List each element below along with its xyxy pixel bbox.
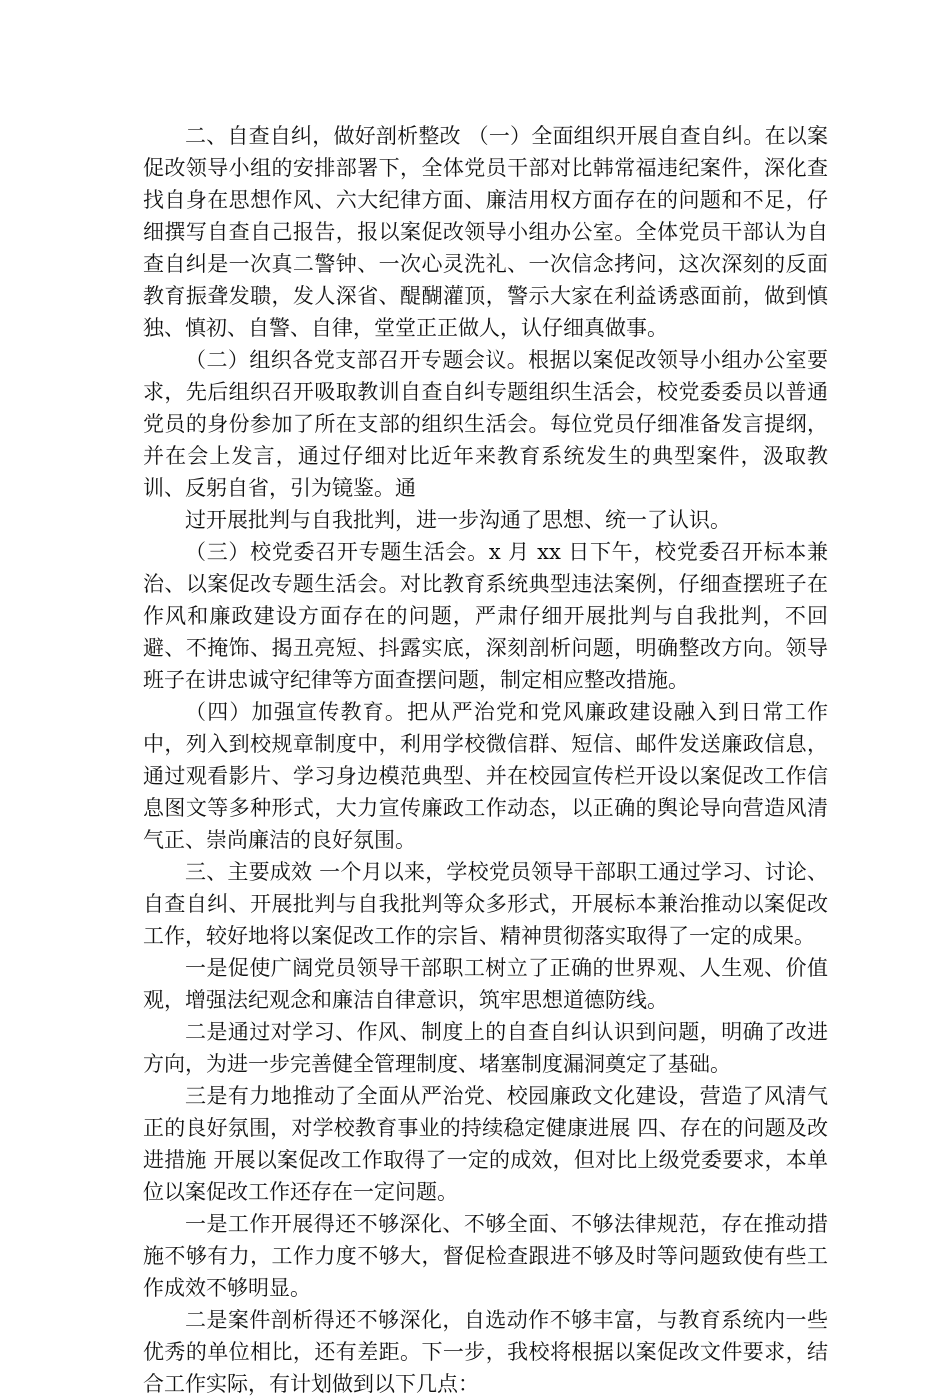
paragraph-publicity: （四）加强宣传教育。把从严治党和党风廉政建设融入到日常工作中，列入到校规章制度中，利用学校微信群、短信、邮件发送廉政信息，通过观看影片、学习身边模范典型、并在校园宣传栏开设以案促改工作信息图文等多种形式，大力宣传廉政工作动态，以正确的舆论导向营造风清气正、崇尚廉洁的良好氛围。 (143, 700, 828, 852)
paragraph-problem-two: 二是案件剖析得还不够深化，自选动作不够丰富，与教育系统内一些优秀的单位相比，还有差距。下一步，我校将根据以案促改文件要求，结合工作实际，有计划做到以下几点： (143, 1308, 828, 1396)
paragraph-committee-meeting: （三）校党委召开专题生活会。x 月 xx 日下午，校党委召开标本兼治、以案促改专题生活会。对比教育系统典型违法案例，仔细查摆班子在作风和廉政建设方面存在的问题，严肃仔细开展批判与自我批判，不回避、不掩饰、揭丑亮短、抖露实底，深刻剖析问题，明确整改方向。领导班子在讲忠诚守纪律等方面查摆问题，制定相应整改措施。 (143, 540, 828, 692)
paragraph-criticism: 过开展批判与自我批判，进一步沟通了思想、统一了认识。 (185, 508, 731, 532)
paragraph-problem-one: 一是工作开展得还不够深化、不够全面、不够法律规范，存在推动措施不够有力，工作力度不够大，督促检查跟进不够及时等问题致使有些工作成效不够明显。 (143, 1212, 828, 1300)
paragraph-self-inspection: 二、自查自纠，做好剖析整改 （一）全面组织开展自查自纠。在以案促改领导小组的安排部署下，全体党员干部对比韩常福违纪案件，深化查找自身在思想作风、六大纪律方面、廉洁用权方面存在的问题和不足，仔细撰写自查自己报告，报以案促改领导小组办公室。全体党员干部认为自查自纠是一次真二警钟、一次心灵洗礼、一次信念拷问，这次深刻的反面教育振聋发聩，发人深省、醍醐灌顶，警示大家在利益诱惑面前，做到慎独、慎初、自警、自律，堂堂正正做人，认仔细真做事。 (143, 124, 828, 340)
document-body (143, 120, 828, 1400)
paragraph-branch-meetings: （二）组织各党支部召开专题会议。根据以案促改领导小组办公室要求，先后组织召开吸取教训自查自纠专题组织生活会，校党委委员以普通党员的身份参加了所在支部的组织生活会。每位党员仔细准备发言提纲，并在会上发言，通过仔细对比近年来教育系统发生的典型案件，汲取教训、反躬自省，引为镜鉴。通 (143, 348, 828, 500)
paragraph-result-three: 三是有力地推动了全面从严治党、校园廉政文化建设，营造了风清气正的良好氛围，对学校教育事业的持续稳定健康进展 四、存在的问题及改进措施 开展以案促改工作取得了一定的成效，但对比上级党委要求，本单位以案促改工作还存在一定问题。 (143, 1084, 828, 1204)
paragraph-result-two: 二是通过对学习、作风、制度上的自查自纠认识到问题，明确了改进方向，为进一步完善健全管理制度、堵塞制度漏洞奠定了基础。 (143, 1020, 828, 1076)
paragraph-main-results: 三、主要成效 一个月以来，学校党员领导干部职工通过学习、讨论、自查自纠、开展批判与自我批判等众多形式，开展标本兼治推动以案促改工作，较好地将以案促改工作的宗旨、精神贯彻落实取得了一定的成果。 (143, 860, 828, 948)
paragraph-result-one: 一是促使广阔党员领导干部职工树立了正确的世界观、人生观、价值观，增强法纪观念和廉洁自律意识，筑牢思想道德防线。 (143, 956, 828, 1012)
